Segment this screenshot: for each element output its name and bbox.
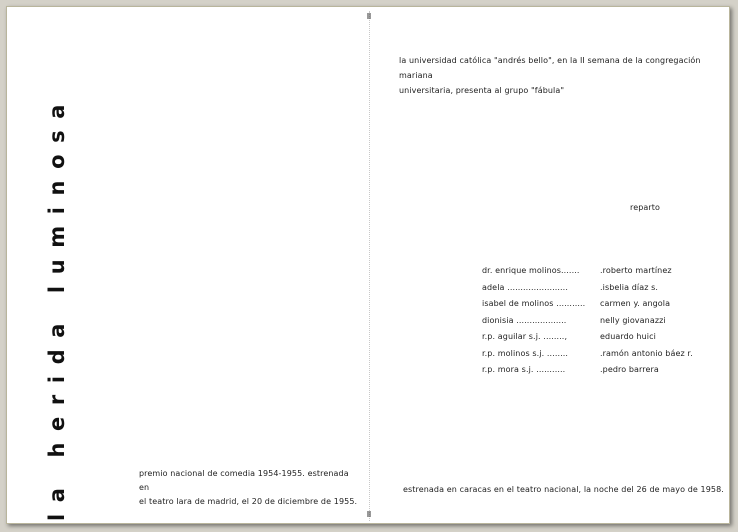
left-footer-award — [139, 467, 359, 509]
cast-actor: eduardo huici — [600, 332, 656, 341]
cast-actor: nelly giovanazzi — [600, 315, 666, 325]
fold-mark-top — [367, 13, 371, 19]
cast-row — [482, 313, 702, 330]
cast-role: dr. enrique molinos....... — [482, 266, 580, 275]
cast-heading: reparto — [630, 203, 661, 212]
cast-role: r.p. aguilar s.j. ........, — [482, 332, 568, 341]
cast-actor: .pedro barrera — [600, 365, 659, 374]
cast-actor: .roberto martínez — [600, 266, 672, 275]
intro-line-1: la universidad católica "andrés bello", en la II semana de la congregación mariana — [399, 56, 701, 80]
presentation-intro — [399, 53, 709, 98]
cast-role: r.p. mora s.j. ........... — [482, 365, 566, 374]
cast-role: adela ....................... — [482, 282, 568, 292]
cast-role: isabel de molinos ........... — [482, 299, 586, 308]
fold-mark-bottom — [367, 511, 371, 517]
award-line-1: premio nacional de comedia 1954-1955. estrenada en — [139, 469, 349, 492]
cast-actor: .ramón antonio báez r. — [600, 348, 693, 358]
center-fold — [369, 11, 370, 521]
cast-role: r.p. molinos s.j. ........ — [482, 348, 569, 358]
program-spread — [6, 6, 730, 524]
play-title-text: la herida luminosa — [45, 92, 69, 522]
premiere-footer: estrenada en caracas en el teatro nacional, la noche del 26 de mayo de 1958. — [403, 485, 724, 494]
cast-row — [482, 296, 702, 313]
cast-row — [482, 280, 702, 297]
cast-row — [482, 362, 702, 379]
cast-row — [482, 263, 702, 280]
cast-list — [482, 263, 702, 379]
cast-actor: .isbelia díaz s. — [600, 282, 659, 292]
cast-row — [482, 346, 702, 363]
play-title-vertical — [37, 92, 77, 522]
cast-row — [482, 329, 702, 346]
cast-actor: carmen y. angola — [600, 299, 671, 308]
intro-line-2: universitaria, presenta al grupo "fábula" — [399, 86, 565, 95]
award-line-2: el teatro lara de madrid, el 20 de diciembre de 1955. — [139, 497, 358, 506]
cast-role: dionisia ................... — [482, 315, 567, 325]
